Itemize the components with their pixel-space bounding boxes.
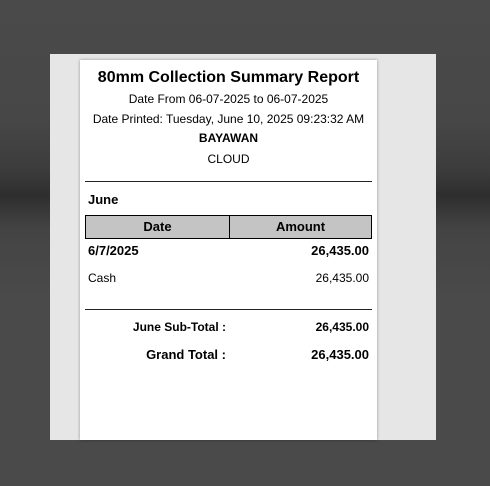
totals-divider (85, 309, 372, 310)
header-divider (85, 181, 372, 182)
column-header-amount: Amount (275, 219, 326, 234)
detail-amount-cash: 26,435.00 (315, 271, 369, 285)
row-date-amount: 26,435.00 (311, 243, 369, 258)
report-title: 80mm Collection Summary Report (97, 69, 360, 86)
branch-name: BAYAWAN (198, 131, 259, 145)
grand-total-amount: 26,435.00 (311, 347, 369, 362)
detail-label-cash: Cash (88, 271, 117, 285)
subtotal-amount: 26,435.00 (315, 320, 369, 334)
server-name: CLOUD (207, 152, 250, 166)
date-range: Date From 06-07-2025 to 06-07-2025 (128, 92, 329, 106)
grand-total-label: Grand Total : (146, 347, 226, 362)
column-header-date: Date (86, 216, 230, 238)
report-page (80, 60, 377, 440)
month-heading: June (88, 192, 119, 207)
table-header (85, 215, 372, 239)
subtotal-label: June Sub-Total : (132, 320, 226, 334)
row-date: 6/7/2025 (88, 243, 139, 258)
date-printed: Date Printed: Tuesday, June 10, 2025 09:23:32 AM (92, 112, 365, 126)
